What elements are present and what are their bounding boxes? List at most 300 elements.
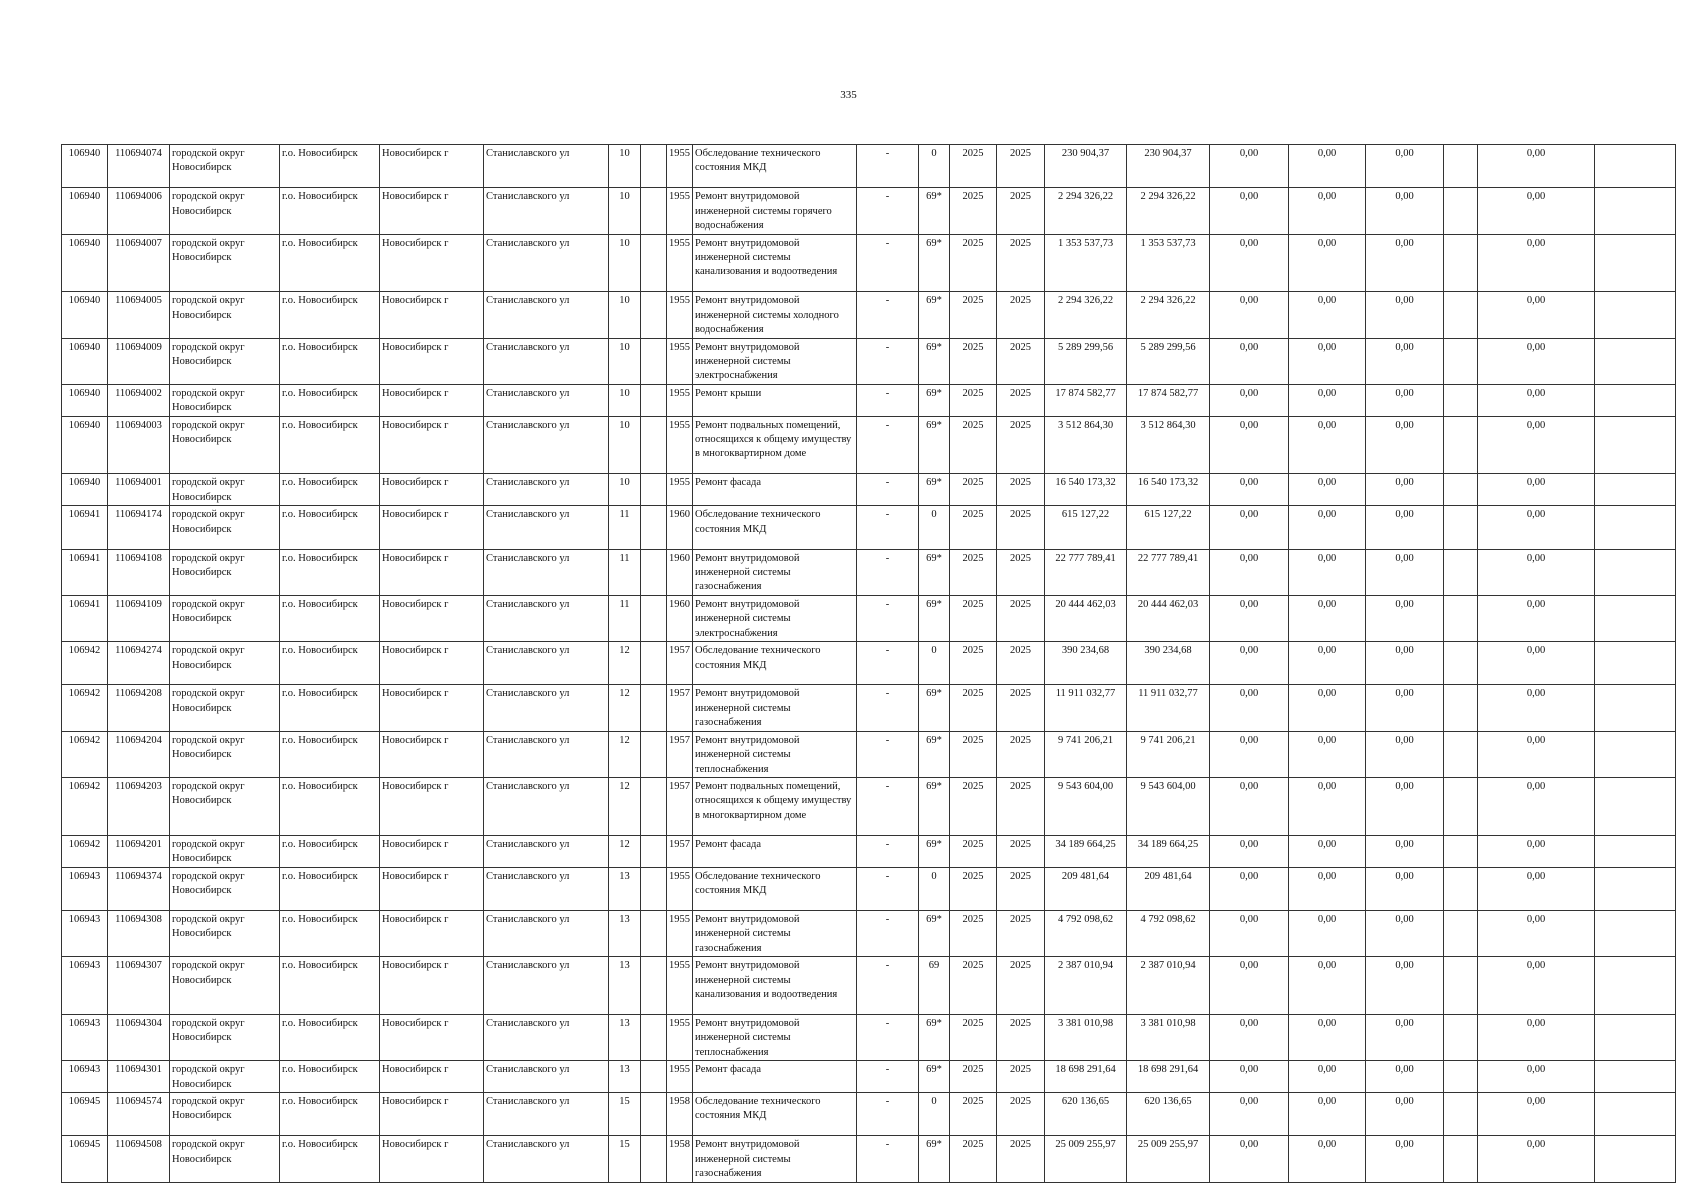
total-cell: 2 387 010,94 xyxy=(1127,957,1210,1015)
year-end-cell: 2025 xyxy=(997,867,1045,910)
locality-cell: Новосибирск г xyxy=(380,338,484,384)
wear-cell: 69* xyxy=(919,549,950,595)
empty-cell xyxy=(1444,234,1478,292)
work-type-cell: Ремонт подвальных помещений, относящихся к общему имуществу в многоквартирном доме xyxy=(693,416,857,474)
year-start-cell: 2025 xyxy=(950,957,997,1015)
dash-cell: - xyxy=(857,1136,919,1182)
house-cell: 13 xyxy=(609,910,641,956)
empty-cell xyxy=(1595,416,1676,474)
year-end-cell: 2025 xyxy=(997,957,1045,1015)
amount-1-cell: 0,00 xyxy=(1210,957,1289,1015)
amount-4-cell: 0,00 xyxy=(1478,835,1595,867)
dash-cell: - xyxy=(857,731,919,777)
amount-2-cell: 0,00 xyxy=(1289,188,1366,234)
id-cell: 106942 xyxy=(62,835,108,867)
id-cell: 106943 xyxy=(62,1061,108,1093)
street-cell: Станиславского ул xyxy=(484,1092,609,1135)
id-cell: 106940 xyxy=(62,145,108,188)
municipality-cell: городской округ Новосибирск xyxy=(170,835,280,867)
district-cell: г.о. Новосибирск xyxy=(280,549,380,595)
work-type-cell: Обследование технического состояния МКД xyxy=(693,145,857,188)
work-type-cell: Ремонт внутридомовой инженерной системы холодного водоснабжения xyxy=(693,292,857,338)
empty-cell xyxy=(1595,384,1676,416)
district-cell: г.о. Новосибирск xyxy=(280,416,380,474)
year-end-cell: 2025 xyxy=(997,910,1045,956)
empty-cell xyxy=(1444,957,1478,1015)
work-type-cell: Ремонт внутридомовой инженерной системы канализования и водоотведения xyxy=(693,957,857,1015)
code-cell: 110694074 xyxy=(108,145,170,188)
house-cell: 10 xyxy=(609,188,641,234)
total-cell: 615 127,22 xyxy=(1127,506,1210,549)
locality-cell: Новосибирск г xyxy=(380,835,484,867)
year-cell: 1955 xyxy=(667,234,693,292)
year-end-cell: 2025 xyxy=(997,1136,1045,1182)
year-end-cell: 2025 xyxy=(997,188,1045,234)
amount-1-cell: 0,00 xyxy=(1210,292,1289,338)
empty-cell xyxy=(1444,642,1478,685)
street-cell: Станиславского ул xyxy=(484,685,609,731)
year-start-cell: 2025 xyxy=(950,549,997,595)
cost-cell: 9 543 604,00 xyxy=(1045,777,1127,835)
district-cell: г.о. Новосибирск xyxy=(280,835,380,867)
municipality-cell: городской округ Новосибирск xyxy=(170,384,280,416)
district-cell: г.о. Новосибирск xyxy=(280,145,380,188)
table-row xyxy=(62,292,1676,338)
house-cell: 10 xyxy=(609,338,641,384)
year-start-cell: 2025 xyxy=(950,867,997,910)
amount-4-cell: 0,00 xyxy=(1478,731,1595,777)
year-start-cell: 2025 xyxy=(950,731,997,777)
locality-cell: Новосибирск г xyxy=(380,777,484,835)
year-start-cell: 2025 xyxy=(950,506,997,549)
house-cell: 11 xyxy=(609,595,641,641)
district-cell: г.о. Новосибирск xyxy=(280,685,380,731)
building-cell xyxy=(641,1136,667,1182)
empty-cell xyxy=(1595,595,1676,641)
amount-3-cell: 0,00 xyxy=(1366,957,1444,1015)
street-cell: Станиславского ул xyxy=(484,188,609,234)
amount-3-cell: 0,00 xyxy=(1366,384,1444,416)
year-start-cell: 2025 xyxy=(950,777,997,835)
year-cell: 1958 xyxy=(667,1092,693,1135)
work-type-cell: Ремонт внутридомовой инженерной системы электроснабжения xyxy=(693,338,857,384)
work-type-cell: Ремонт внутридомовой инженерной системы газоснабжения xyxy=(693,549,857,595)
year-start-cell: 2025 xyxy=(950,188,997,234)
wear-cell: 0 xyxy=(919,506,950,549)
amount-4-cell: 0,00 xyxy=(1478,416,1595,474)
year-end-cell: 2025 xyxy=(997,292,1045,338)
municipality-cell: городской округ Новосибирск xyxy=(170,685,280,731)
building-cell xyxy=(641,685,667,731)
work-type-cell: Ремонт внутридомовой инженерной системы теплоснабжения xyxy=(693,1014,857,1060)
municipality-cell: городской округ Новосибирск xyxy=(170,234,280,292)
empty-cell xyxy=(1444,1092,1478,1135)
year-start-cell: 2025 xyxy=(950,595,997,641)
code-cell: 110694307 xyxy=(108,957,170,1015)
amount-4-cell: 0,00 xyxy=(1478,384,1595,416)
amount-3-cell: 0,00 xyxy=(1366,867,1444,910)
empty-cell xyxy=(1595,910,1676,956)
amount-4-cell: 0,00 xyxy=(1478,506,1595,549)
district-cell: г.о. Новосибирск xyxy=(280,338,380,384)
total-cell: 230 904,37 xyxy=(1127,145,1210,188)
wear-cell: 69* xyxy=(919,292,950,338)
amount-2-cell: 0,00 xyxy=(1289,506,1366,549)
amount-4-cell: 0,00 xyxy=(1478,338,1595,384)
amount-2-cell: 0,00 xyxy=(1289,731,1366,777)
total-cell: 22 777 789,41 xyxy=(1127,549,1210,595)
district-cell: г.о. Новосибирск xyxy=(280,777,380,835)
work-type-cell: Обследование технического состояния МКД xyxy=(693,867,857,910)
works-registry-table xyxy=(61,144,1676,1183)
amount-4-cell: 0,00 xyxy=(1478,188,1595,234)
amount-1-cell: 0,00 xyxy=(1210,416,1289,474)
id-cell: 106943 xyxy=(62,910,108,956)
id-cell: 106941 xyxy=(62,506,108,549)
municipality-cell: городской округ Новосибирск xyxy=(170,338,280,384)
street-cell: Станиславского ул xyxy=(484,910,609,956)
id-cell: 106945 xyxy=(62,1136,108,1182)
locality-cell: Новосибирск г xyxy=(380,1061,484,1093)
building-cell xyxy=(641,234,667,292)
municipality-cell: городской округ Новосибирск xyxy=(170,292,280,338)
amount-3-cell: 0,00 xyxy=(1366,145,1444,188)
locality-cell: Новосибирск г xyxy=(380,642,484,685)
table-body xyxy=(62,145,1676,1183)
amount-3-cell: 0,00 xyxy=(1366,474,1444,506)
work-type-cell: Ремонт внутридомовой инженерной системы канализования и водоотведения xyxy=(693,234,857,292)
dash-cell: - xyxy=(857,188,919,234)
amount-1-cell: 0,00 xyxy=(1210,642,1289,685)
building-cell xyxy=(641,867,667,910)
amount-3-cell: 0,00 xyxy=(1366,1092,1444,1135)
amount-3-cell: 0,00 xyxy=(1366,835,1444,867)
amount-3-cell: 0,00 xyxy=(1366,642,1444,685)
amount-3-cell: 0,00 xyxy=(1366,595,1444,641)
district-cell: г.о. Новосибирск xyxy=(280,506,380,549)
table-row xyxy=(62,145,1676,188)
cost-cell: 22 777 789,41 xyxy=(1045,549,1127,595)
locality-cell: Новосибирск г xyxy=(380,1136,484,1182)
dash-cell: - xyxy=(857,777,919,835)
amount-2-cell: 0,00 xyxy=(1289,777,1366,835)
wear-cell: 69* xyxy=(919,1014,950,1060)
locality-cell: Новосибирск г xyxy=(380,1092,484,1135)
total-cell: 620 136,65 xyxy=(1127,1092,1210,1135)
dash-cell: - xyxy=(857,549,919,595)
locality-cell: Новосибирск г xyxy=(380,292,484,338)
code-cell: 110694002 xyxy=(108,384,170,416)
total-cell: 17 874 582,77 xyxy=(1127,384,1210,416)
year-cell: 1957 xyxy=(667,642,693,685)
table-row xyxy=(62,777,1676,835)
amount-3-cell: 0,00 xyxy=(1366,292,1444,338)
municipality-cell: городской округ Новосибирск xyxy=(170,910,280,956)
house-cell: 13 xyxy=(609,957,641,1015)
amount-1-cell: 0,00 xyxy=(1210,1136,1289,1182)
amount-2-cell: 0,00 xyxy=(1289,338,1366,384)
table-row xyxy=(62,188,1676,234)
empty-cell xyxy=(1595,338,1676,384)
year-cell: 1955 xyxy=(667,292,693,338)
year-cell: 1955 xyxy=(667,416,693,474)
empty-cell xyxy=(1595,506,1676,549)
street-cell: Станиславского ул xyxy=(484,416,609,474)
street-cell: Станиславского ул xyxy=(484,835,609,867)
id-cell: 106940 xyxy=(62,338,108,384)
municipality-cell: городской округ Новосибирск xyxy=(170,595,280,641)
table-row xyxy=(62,685,1676,731)
work-type-cell: Ремонт фасада xyxy=(693,835,857,867)
house-cell: 10 xyxy=(609,384,641,416)
work-type-cell: Ремонт подвальных помещений, относящихся к общему имуществу в многоквартирном доме xyxy=(693,777,857,835)
total-cell: 3 512 864,30 xyxy=(1127,416,1210,474)
code-cell: 110694304 xyxy=(108,1014,170,1060)
locality-cell: Новосибирск г xyxy=(380,234,484,292)
house-cell: 12 xyxy=(609,642,641,685)
locality-cell: Новосибирск г xyxy=(380,506,484,549)
district-cell: г.о. Новосибирск xyxy=(280,957,380,1015)
building-cell xyxy=(641,506,667,549)
total-cell: 4 792 098,62 xyxy=(1127,910,1210,956)
year-start-cell: 2025 xyxy=(950,1136,997,1182)
street-cell: Станиславского ул xyxy=(484,1136,609,1182)
total-cell: 209 481,64 xyxy=(1127,867,1210,910)
district-cell: г.о. Новосибирск xyxy=(280,1014,380,1060)
id-cell: 106940 xyxy=(62,188,108,234)
amount-4-cell: 0,00 xyxy=(1478,234,1595,292)
cost-cell: 230 904,37 xyxy=(1045,145,1127,188)
amount-4-cell: 0,00 xyxy=(1478,1061,1595,1093)
house-cell: 10 xyxy=(609,145,641,188)
work-type-cell: Ремонт крыши xyxy=(693,384,857,416)
table-row xyxy=(62,474,1676,506)
municipality-cell: городской округ Новосибирск xyxy=(170,1061,280,1093)
year-start-cell: 2025 xyxy=(950,685,997,731)
cost-cell: 2 387 010,94 xyxy=(1045,957,1127,1015)
district-cell: г.о. Новосибирск xyxy=(280,474,380,506)
work-type-cell: Ремонт внутридомовой инженерной системы газоснабжения xyxy=(693,1136,857,1182)
code-cell: 110694001 xyxy=(108,474,170,506)
year-cell: 1955 xyxy=(667,384,693,416)
amount-2-cell: 0,00 xyxy=(1289,384,1366,416)
total-cell: 25 009 255,97 xyxy=(1127,1136,1210,1182)
amount-2-cell: 0,00 xyxy=(1289,549,1366,595)
empty-cell xyxy=(1444,416,1478,474)
amount-4-cell: 0,00 xyxy=(1478,145,1595,188)
cost-cell: 3 512 864,30 xyxy=(1045,416,1127,474)
locality-cell: Новосибирск г xyxy=(380,145,484,188)
code-cell: 110694174 xyxy=(108,506,170,549)
street-cell: Станиславского ул xyxy=(484,777,609,835)
year-end-cell: 2025 xyxy=(997,1014,1045,1060)
total-cell: 3 381 010,98 xyxy=(1127,1014,1210,1060)
amount-2-cell: 0,00 xyxy=(1289,957,1366,1015)
street-cell: Станиславского ул xyxy=(484,1061,609,1093)
empty-cell xyxy=(1444,292,1478,338)
table-row xyxy=(62,957,1676,1015)
amount-4-cell: 0,00 xyxy=(1478,957,1595,1015)
amount-2-cell: 0,00 xyxy=(1289,292,1366,338)
street-cell: Станиславского ул xyxy=(484,384,609,416)
amount-1-cell: 0,00 xyxy=(1210,338,1289,384)
house-cell: 11 xyxy=(609,549,641,595)
year-end-cell: 2025 xyxy=(997,777,1045,835)
empty-cell xyxy=(1595,549,1676,595)
work-type-cell: Обследование технического состояния МКД xyxy=(693,1092,857,1135)
year-cell: 1957 xyxy=(667,835,693,867)
year-end-cell: 2025 xyxy=(997,549,1045,595)
empty-cell xyxy=(1444,731,1478,777)
dash-cell: - xyxy=(857,145,919,188)
year-end-cell: 2025 xyxy=(997,1061,1045,1093)
amount-1-cell: 0,00 xyxy=(1210,685,1289,731)
dash-cell: - xyxy=(857,474,919,506)
code-cell: 110694508 xyxy=(108,1136,170,1182)
id-cell: 106942 xyxy=(62,731,108,777)
municipality-cell: городской округ Новосибирск xyxy=(170,1136,280,1182)
locality-cell: Новосибирск г xyxy=(380,416,484,474)
id-cell: 106940 xyxy=(62,292,108,338)
cost-cell: 2 294 326,22 xyxy=(1045,188,1127,234)
house-cell: 11 xyxy=(609,506,641,549)
municipality-cell: городской округ Новосибирск xyxy=(170,145,280,188)
year-end-cell: 2025 xyxy=(997,1092,1045,1135)
empty-cell xyxy=(1444,188,1478,234)
street-cell: Станиславского ул xyxy=(484,292,609,338)
cost-cell: 34 189 664,25 xyxy=(1045,835,1127,867)
amount-2-cell: 0,00 xyxy=(1289,867,1366,910)
dash-cell: - xyxy=(857,685,919,731)
wear-cell: 69* xyxy=(919,910,950,956)
locality-cell: Новосибирск г xyxy=(380,595,484,641)
amount-1-cell: 0,00 xyxy=(1210,474,1289,506)
dash-cell: - xyxy=(857,957,919,1015)
empty-cell xyxy=(1595,1092,1676,1135)
dash-cell: - xyxy=(857,384,919,416)
house-cell: 15 xyxy=(609,1136,641,1182)
district-cell: г.о. Новосибирск xyxy=(280,1092,380,1135)
id-cell: 106940 xyxy=(62,234,108,292)
amount-1-cell: 0,00 xyxy=(1210,595,1289,641)
year-start-cell: 2025 xyxy=(950,910,997,956)
empty-cell xyxy=(1595,957,1676,1015)
locality-cell: Новосибирск г xyxy=(380,188,484,234)
municipality-cell: городской округ Новосибирск xyxy=(170,867,280,910)
wear-cell: 69* xyxy=(919,1061,950,1093)
building-cell xyxy=(641,188,667,234)
amount-4-cell: 0,00 xyxy=(1478,685,1595,731)
empty-cell xyxy=(1444,835,1478,867)
amount-1-cell: 0,00 xyxy=(1210,506,1289,549)
id-cell: 106943 xyxy=(62,1014,108,1060)
empty-cell xyxy=(1444,145,1478,188)
locality-cell: Новосибирск г xyxy=(380,384,484,416)
year-start-cell: 2025 xyxy=(950,416,997,474)
wear-cell: 0 xyxy=(919,145,950,188)
amount-3-cell: 0,00 xyxy=(1366,910,1444,956)
cost-cell: 16 540 173,32 xyxy=(1045,474,1127,506)
district-cell: г.о. Новосибирск xyxy=(280,1136,380,1182)
municipality-cell: городской округ Новосибирск xyxy=(170,642,280,685)
house-cell: 13 xyxy=(609,1014,641,1060)
wear-cell: 69 xyxy=(919,957,950,1015)
code-cell: 110694208 xyxy=(108,685,170,731)
district-cell: г.о. Новосибирск xyxy=(280,595,380,641)
wear-cell: 69* xyxy=(919,777,950,835)
dash-cell: - xyxy=(857,416,919,474)
building-cell xyxy=(641,595,667,641)
id-cell: 106945 xyxy=(62,1092,108,1135)
amount-1-cell: 0,00 xyxy=(1210,867,1289,910)
table-row xyxy=(62,910,1676,956)
amount-4-cell: 0,00 xyxy=(1478,1092,1595,1135)
cost-cell: 9 741 206,21 xyxy=(1045,731,1127,777)
amount-3-cell: 0,00 xyxy=(1366,1061,1444,1093)
empty-cell xyxy=(1595,685,1676,731)
empty-cell xyxy=(1444,867,1478,910)
year-end-cell: 2025 xyxy=(997,595,1045,641)
total-cell: 11 911 032,77 xyxy=(1127,685,1210,731)
street-cell: Станиславского ул xyxy=(484,1014,609,1060)
wear-cell: 69* xyxy=(919,685,950,731)
work-type-cell: Ремонт внутридомовой инженерной системы газоснабжения xyxy=(693,910,857,956)
building-cell xyxy=(641,549,667,595)
street-cell: Станиславского ул xyxy=(484,642,609,685)
cost-cell: 1 353 537,73 xyxy=(1045,234,1127,292)
dash-cell: - xyxy=(857,910,919,956)
cost-cell: 4 792 098,62 xyxy=(1045,910,1127,956)
total-cell: 34 189 664,25 xyxy=(1127,835,1210,867)
wear-cell: 0 xyxy=(919,1092,950,1135)
amount-4-cell: 0,00 xyxy=(1478,549,1595,595)
code-cell: 110694009 xyxy=(108,338,170,384)
empty-cell xyxy=(1595,188,1676,234)
id-cell: 106942 xyxy=(62,685,108,731)
wear-cell: 69* xyxy=(919,234,950,292)
wear-cell: 69* xyxy=(919,1136,950,1182)
dash-cell: - xyxy=(857,642,919,685)
building-cell xyxy=(641,642,667,685)
municipality-cell: городской округ Новосибирск xyxy=(170,1014,280,1060)
empty-cell xyxy=(1595,1061,1676,1093)
amount-1-cell: 0,00 xyxy=(1210,188,1289,234)
table-row xyxy=(62,384,1676,416)
amount-3-cell: 0,00 xyxy=(1366,338,1444,384)
locality-cell: Новосибирск г xyxy=(380,957,484,1015)
empty-cell xyxy=(1595,642,1676,685)
year-cell: 1960 xyxy=(667,595,693,641)
code-cell: 110694308 xyxy=(108,910,170,956)
empty-cell xyxy=(1444,384,1478,416)
cost-cell: 209 481,64 xyxy=(1045,867,1127,910)
wear-cell: 69* xyxy=(919,416,950,474)
amount-1-cell: 0,00 xyxy=(1210,1014,1289,1060)
wear-cell: 69* xyxy=(919,188,950,234)
year-start-cell: 2025 xyxy=(950,1061,997,1093)
year-cell: 1955 xyxy=(667,867,693,910)
year-end-cell: 2025 xyxy=(997,835,1045,867)
year-end-cell: 2025 xyxy=(997,338,1045,384)
dash-cell: - xyxy=(857,234,919,292)
amount-4-cell: 0,00 xyxy=(1478,474,1595,506)
building-cell xyxy=(641,1061,667,1093)
total-cell: 18 698 291,64 xyxy=(1127,1061,1210,1093)
work-type-cell: Обследование технического состояния МКД xyxy=(693,642,857,685)
amount-3-cell: 0,00 xyxy=(1366,777,1444,835)
year-cell: 1960 xyxy=(667,506,693,549)
locality-cell: Новосибирск г xyxy=(380,1014,484,1060)
